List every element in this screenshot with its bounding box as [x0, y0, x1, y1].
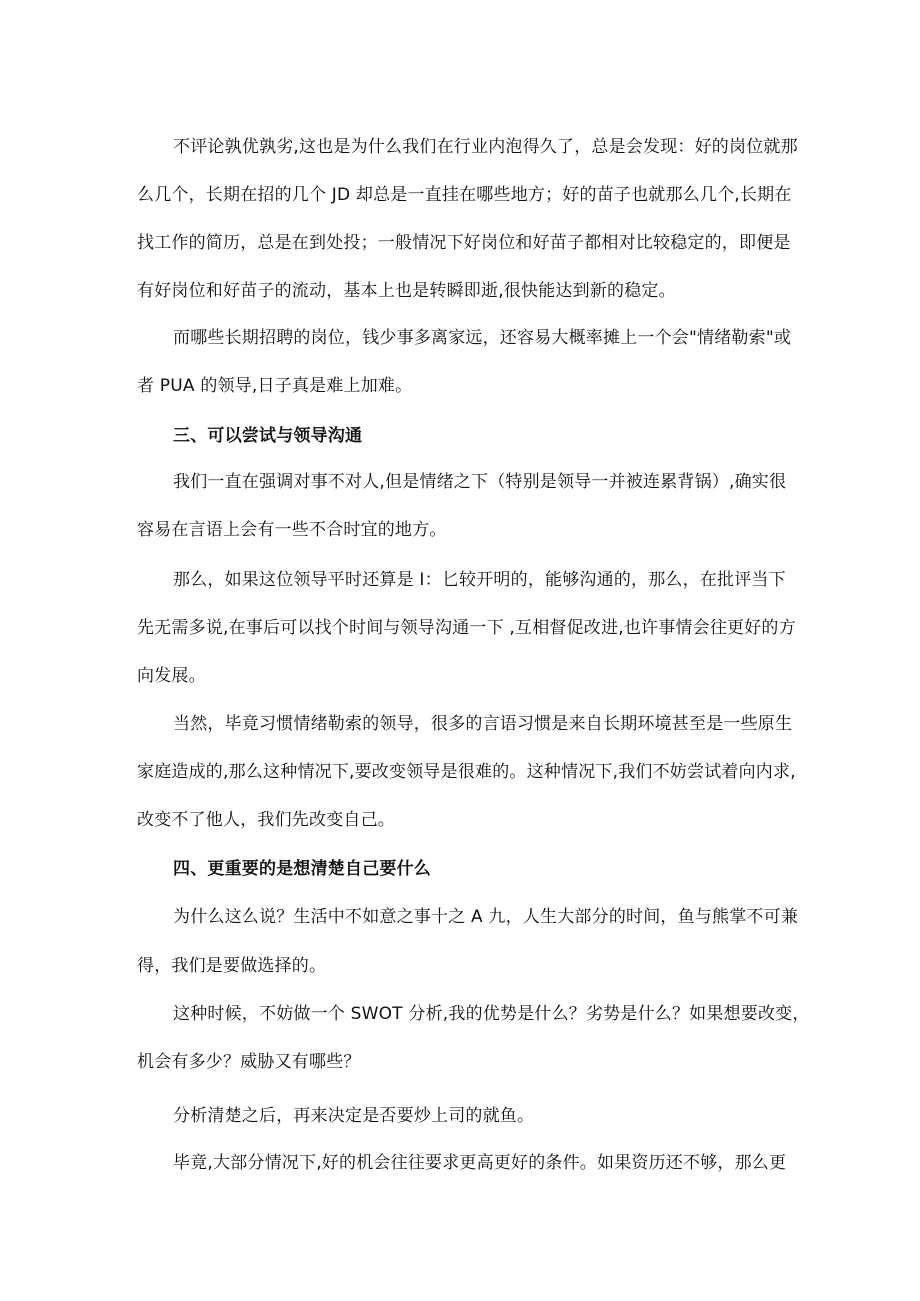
- paragraph-2-line-2: 者 PUA 的领导,日子真是难上加难。: [137, 376, 413, 396]
- paragraph-6-line-1: 为什么这么说？生活中不如意之事十之 A 九，人生大部分的时间，鱼与熊掌不可兼: [173, 907, 799, 927]
- paragraph-7-line-1: 这种时候，不妨做一个 SWOT 分析,我的优势是什么？劣势是什么？如果想要改变，: [173, 1004, 810, 1024]
- section-heading-4: 四、更重要的是想清楚自己要什么: [173, 859, 431, 879]
- paragraph-7-line-2: 机会有多少？威胁又有哪些？: [137, 1052, 361, 1072]
- paragraph-2-line-1: 而哪些长期招聘的岗位，钱少事多离家远，还容易大概率摊上一个会"情绪勒索"或: [173, 328, 792, 348]
- paragraph-5-line-1: 当然，毕竟习惯情绪勒索的领导，很多的言语习惯是来自长期环境甚至是一些原生: [173, 714, 793, 734]
- paragraph-8-line-1: 分析清楚之后，再来决定是否要炒上司的就鱼。: [173, 1106, 535, 1126]
- paragraph-3-line-2: 容易在言语上会有一些不合时宜的地方。: [137, 520, 447, 540]
- paragraph-1-line-4: 有好岗位和好苗子的流动，基本上也是转瞬即逝,很快能达到新的稳定。: [137, 281, 676, 301]
- paragraph-1-line-2: 么几个，长期在招的几个 JD 却总是一直挂在哪些地方；好的苗子也就那么几个,长期在: [137, 185, 792, 205]
- paragraph-1-line-1: 不评论孰优孰劣,这也是为什么我们在行业内泡得久了，总是会发现：好的岗位就那: [173, 137, 798, 157]
- paragraph-4-line-1: 那么，如果这位领导平时还算是 I：匕较开明的，能够沟通的，那么，在批评当下: [173, 570, 786, 590]
- paragraph-5-line-2: 家庭造成的,那么这种情况下,要改变领导是很难的。这种情况下,我们不妨尝试着向内求,: [137, 762, 796, 782]
- section-heading-3: 三、可以尝试与领导沟通: [173, 426, 363, 446]
- paragraph-9-line-1: 毕竟,大部分情况下,好的机会往往要求更高更好的条件。如果资历还不够，那么更: [173, 1153, 787, 1173]
- paragraph-4-line-2: 先无需多说,在事后可以找个时间与领导沟通一下 ,互相督促改进,也许事情会往更好的方: [137, 618, 796, 638]
- paragraph-1-line-3: 找工作的简历，总是在到处投；一般情况下好岗位和好苗子都相对比较稳定的，即便是: [137, 233, 791, 253]
- paragraph-4-line-3: 向发展。: [137, 666, 206, 686]
- paragraph-3-line-1: 我们一直在强调对事不对人,但是情绪之下（特别是领导一并被连累背锅）,确实很: [173, 472, 787, 492]
- paragraph-5-line-3: 改变不了他人，我们先改变自己。: [137, 810, 395, 830]
- paragraph-6-line-2: 得，我们是要做选择的。: [137, 956, 327, 976]
